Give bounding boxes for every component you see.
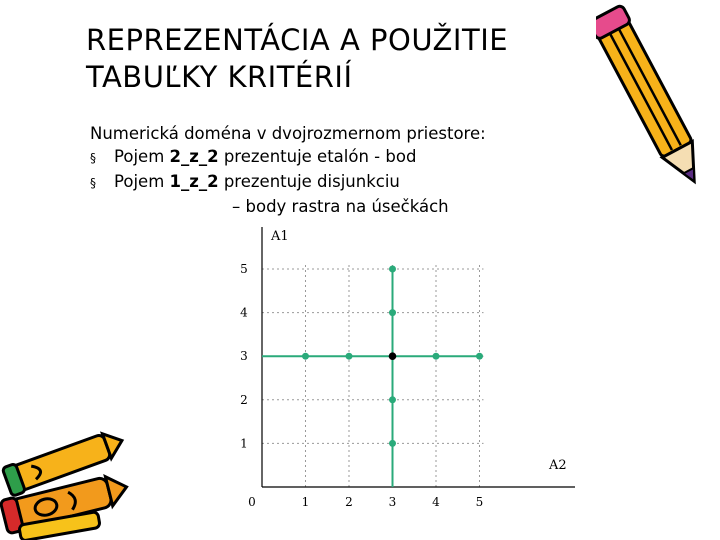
- grid-lines: [262, 265, 484, 487]
- y-tick-label: 2: [240, 392, 248, 407]
- bullet-icon: §: [90, 176, 96, 190]
- raster-point: [389, 396, 396, 403]
- y-tick-label: 4: [240, 305, 248, 320]
- x-tick-label: 2: [345, 495, 353, 509]
- pencil-icon: [596, 0, 706, 200]
- bullet-1-pre: Pojem: [114, 147, 170, 166]
- y-tick-label: 1: [240, 436, 248, 451]
- x-tick-label: 4: [432, 495, 440, 509]
- crayons-icon: [0, 430, 135, 540]
- labels: [240, 229, 566, 509]
- x-tick-label: 1: [301, 495, 310, 509]
- x-tick-label: 5: [475, 495, 484, 509]
- x-tick-label: 3: [388, 495, 397, 509]
- intro-text: Numerická doména v dvojrozmernom priestore:: [90, 124, 486, 143]
- x-axis-label: A2: [549, 458, 567, 473]
- raster-point: [346, 353, 353, 360]
- origin-label: 0: [248, 495, 256, 509]
- y-axis-label: A1: [271, 229, 289, 244]
- raster-point: [302, 353, 309, 360]
- bullet-1-post: prezentuje etalón - bod: [218, 147, 417, 166]
- raster-point: [389, 266, 396, 273]
- y-tick-label: 5: [240, 262, 248, 276]
- bullet-2-post: prezentuje disjunkciu: [218, 172, 400, 191]
- bullet-2-pre: Pojem: [114, 172, 170, 191]
- etalon-point: [389, 352, 397, 360]
- bullet-icon: §: [90, 151, 96, 165]
- bullet-2-term: 1_z_2: [169, 172, 219, 191]
- marks: [262, 266, 483, 488]
- raster-point: [389, 440, 396, 447]
- raster-point: [476, 353, 483, 360]
- y-tick-label: 3: [240, 349, 248, 364]
- raster-point: [433, 353, 440, 360]
- title-line-2: TABUĽKY KRITÉRIÍ: [86, 60, 353, 94]
- bullet-1-term: 2_z_2: [169, 147, 219, 166]
- raster-point: [389, 309, 396, 316]
- continuation-text: – body rastra na úsečkách: [232, 197, 449, 216]
- title-line-1: REPREZENTÁCIA A POUŽITIE: [86, 23, 509, 57]
